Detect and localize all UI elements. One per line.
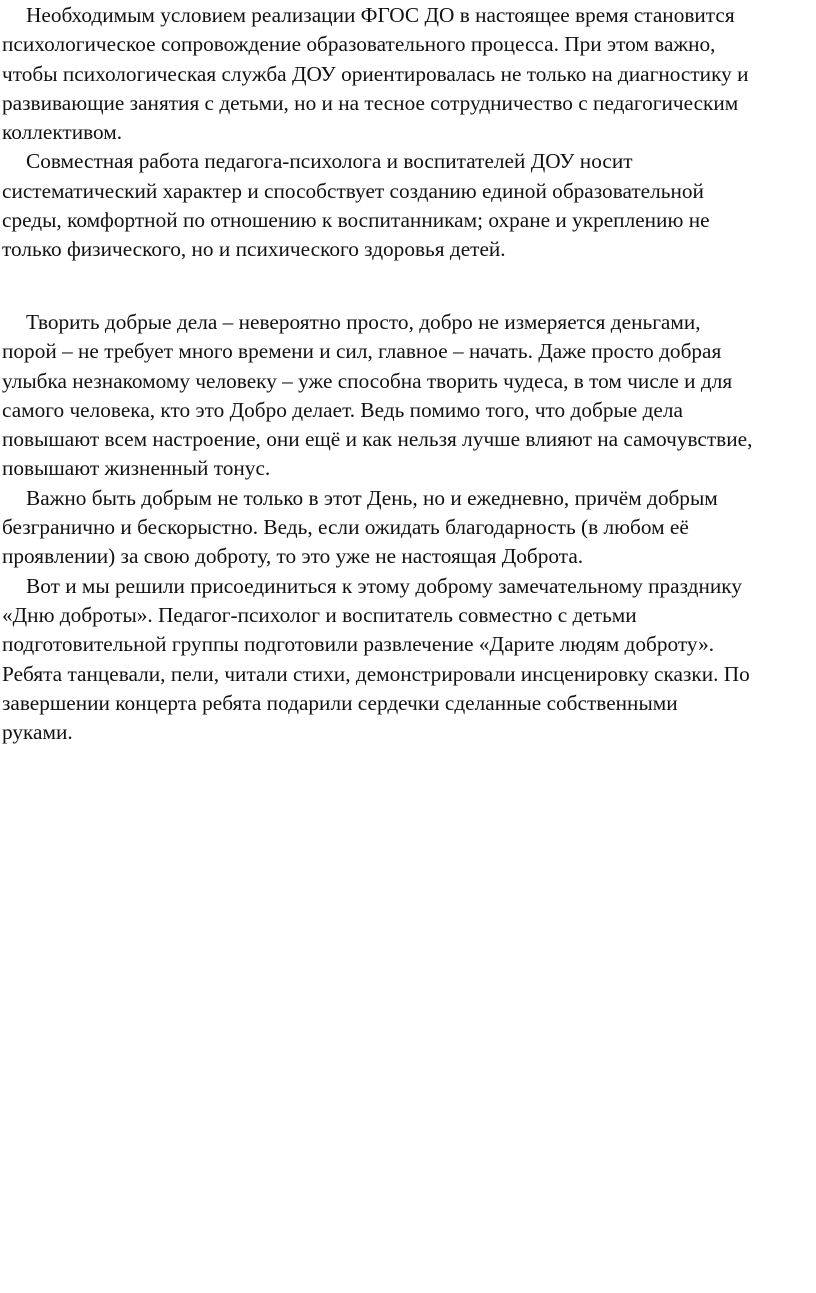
paragraph-line: Необходимым условием реализации ФГОС ДО в настоящее время становится: [26, 3, 735, 27]
paragraph-line: Важно быть добрым не только в этот День, но и ежедневно, причём добрым: [26, 485, 718, 510]
paragraph-line: проявлении) за свою доброту, то это уже не настоящая Доброта.: [2, 544, 584, 569]
paragraph-line: безгранично и бескорыстно. Ведь, если ожидать благодарность (в любом её: [2, 515, 689, 540]
paragraph-line: повышают жизненный тонус.: [2, 456, 271, 481]
paragraph-line: психологическое сопровождение образовательного процесса. При этом важно,: [2, 32, 716, 57]
paragraph-line: среды, комфортной по отношению к воспитанникам; охране и укреплению не: [2, 208, 710, 233]
paragraph-line: Совместная работа педагога-психолога и воспитателей ДОУ носит: [26, 149, 633, 174]
paragraph-line: систематический характер и способствует созданию единой образовательной: [2, 178, 704, 203]
paragraph-line: чтобы психологическая служба ДОУ ориентировалась не только на диагностику и: [2, 61, 749, 86]
paragraph-line: Вот и мы решили присоединиться к этому доброму замечательному празднику: [26, 573, 742, 598]
paragraph-line: повышают всем настроение, они ещё и как нельзя лучше влияют на самочувствие,: [2, 427, 753, 452]
paragraph-line: руками.: [2, 720, 73, 745]
paragraph-line: завершении концерта ребята подарили сердечки сделанные собственными: [2, 690, 678, 715]
paragraph-line: развивающие занятия с детьми, но и на тесное сотрудничество с педагогическим: [2, 90, 739, 115]
paragraph-line: порой – не требует много времени и сил, главное – начать. Даже просто добрая: [2, 339, 722, 364]
paragraph-line: подготовительной группы подготовили развлечение «Дарите людям доброту».: [2, 632, 715, 657]
paragraph-line: только физического, но и психического здоровья детей.: [2, 237, 506, 262]
paragraph-line: коллективом.: [2, 120, 123, 145]
paragraph-line: Ребята танцевали, пели, читали стихи, демонстрировали инсценировку сказки. По: [2, 661, 750, 686]
paragraph-line: улыбка незнакомому человеку – уже способна творить чудеса, в том числе и для: [2, 368, 733, 393]
paragraph-line: самого человека, кто это Добро делает. Ведь помимо того, что добрые дела: [2, 397, 683, 422]
intro-section: [2, 1, 814, 265]
paragraph-line: «Дню доброты». Педагог-психолог и воспитатель совместно с детьми: [2, 602, 637, 627]
paragraph-line: Творить добрые дела – невероятно просто, добро не измеряется деньгами,: [26, 310, 701, 334]
kindness-section: [2, 308, 814, 747]
